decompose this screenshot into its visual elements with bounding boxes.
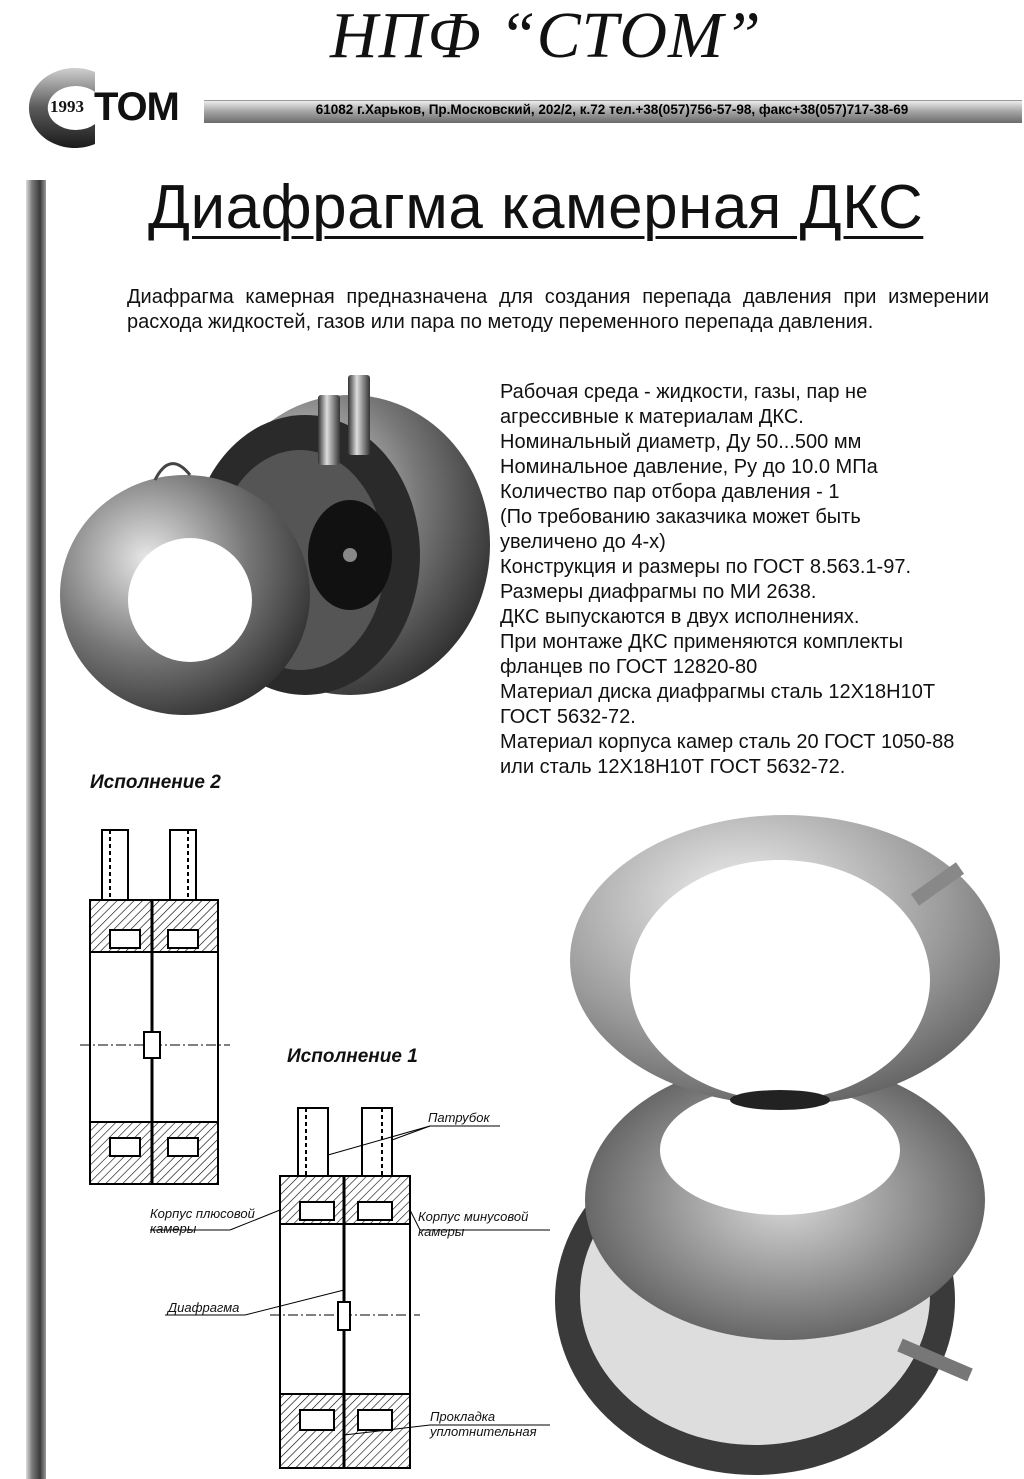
variant-1-caption: Исполнение 1	[287, 1046, 418, 1067]
plus-chamber-label: Корпус плюсовой	[150, 1206, 255, 1221]
spec-line: Материал диска диафрагмы сталь 12Х18Н10Т	[500, 681, 936, 703]
spec-line: Конструкция и размеры по ГОСТ 8.563.1-97.	[500, 556, 912, 578]
spec-line: Рабочая среда - жидкости, газы, пар не	[500, 381, 868, 403]
spec-line: ГОСТ 5632-72.	[500, 706, 636, 728]
side-decoration-bar	[26, 180, 46, 1479]
minus-chamber-label-2: камеры	[418, 1224, 465, 1239]
variant-2-caption: Исполнение 2	[90, 772, 221, 793]
spec-line: увеличено до 4-х)	[500, 531, 666, 553]
diaphragm-label: Диафрагма	[168, 1300, 240, 1315]
gasket-label: Прокладка	[430, 1409, 496, 1424]
logo-text: ТОМ	[94, 85, 179, 129]
company-address: 61082 г.Харьков, Пр.Московский, 202/2, к.72 тел.+38(057)756-57-98, факс+38(057)717-38-69	[315, 102, 909, 117]
spec-line: Материал корпуса камер сталь 20 ГОСТ 1050-88	[500, 731, 955, 753]
diaphragm-assembly-image	[50, 370, 500, 730]
variant-1-drawing	[130, 1090, 560, 1479]
company-name: НПФ “СТОМ”	[330, 0, 762, 72]
gasket-label-2: уплотнительная	[430, 1424, 537, 1439]
specs-list	[500, 380, 1022, 780]
diaphragm-photo	[540, 800, 1020, 1479]
intro-paragraph: Диафрагма камерная предназначена для создания перепада давления при измерении расхода жидкостей, газов или пара по методу переменного перепада давления.	[127, 286, 989, 333]
spec-line: Размеры диафрагмы по МИ 2638.	[500, 581, 817, 603]
spec-line: Количество пар отбора давления - 1	[500, 481, 840, 503]
spec-line: фланцев по ГОСТ 12820-80	[500, 656, 758, 678]
page-title: Диафрагма камерная ДКС	[148, 173, 924, 242]
logo-year: 1993	[50, 97, 84, 116]
spec-line: Номинальное давление, Ру до 10.0 МПа	[500, 456, 878, 478]
spec-line: агрессивные к материалам ДКС.	[500, 406, 804, 428]
spec-line: (По требованию заказчика может быть	[500, 506, 861, 528]
minus-chamber-label: Корпус минусовой	[418, 1209, 529, 1224]
spec-line: ДКС выпускаются в двух исполнениях.	[500, 606, 860, 628]
spec-line: или сталь 12Х18Н10Т ГОСТ 5632-72.	[500, 756, 846, 778]
spec-line: Номинальный диаметр, Ду 50...500 мм	[500, 431, 862, 453]
spec-line: При монтаже ДКС применяются комплекты	[500, 631, 903, 653]
nozzle-label: Патрубок	[428, 1110, 490, 1125]
plus-chamber-label-2: камеры	[150, 1221, 197, 1236]
